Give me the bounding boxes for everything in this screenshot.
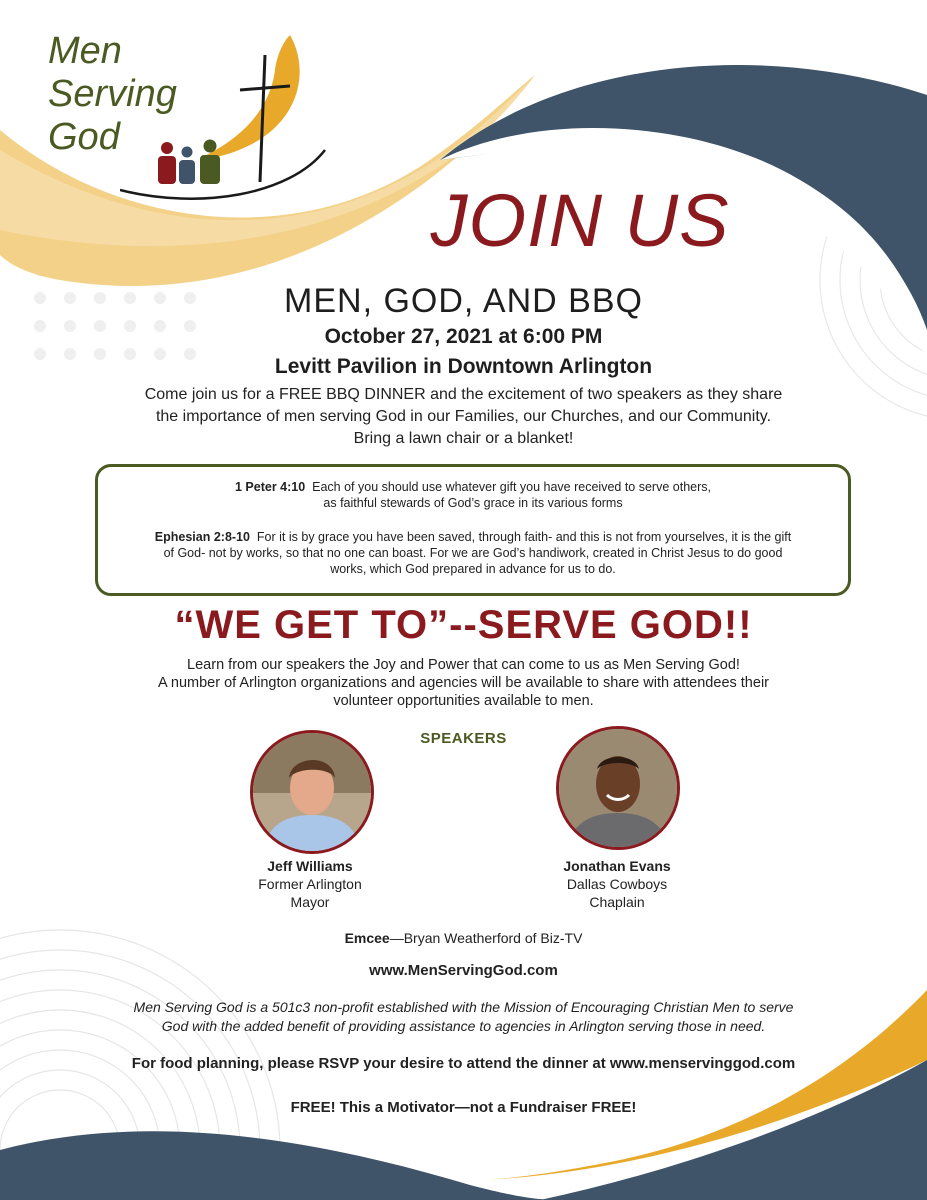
verse-ephesians [98, 529, 848, 577]
logo-line-men: Men [48, 30, 122, 72]
verse-text-line: Each of you should use whatever gift you have received to serve others, [312, 480, 711, 494]
verse-text-line: works, which God prepared in advance for us to do. [330, 562, 616, 576]
speaker-portrait-icon [559, 729, 677, 847]
speakers-heading: SPEAKERS [420, 730, 507, 747]
event-description [0, 384, 927, 450]
speaker-portrait-icon [253, 733, 371, 851]
emcee-text: —Bryan Weatherford of Biz-TV [389, 930, 583, 946]
speaker-name: Jonathan Evans [563, 858, 671, 874]
emcee-line [0, 930, 927, 946]
verse-reference: 1 Peter 4:10 [235, 480, 306, 494]
description-line: the importance of men serving God in our Families, our Churches, and our Community. [155, 408, 772, 425]
description-line: Bring a lawn chair or a blanket! [353, 430, 574, 447]
verse-reference: Ephesian 2:8-10 [154, 530, 250, 544]
logo-line-serving: Serving [48, 73, 177, 115]
speaker-photo-jeff-williams [250, 730, 374, 854]
scripture-box [95, 464, 851, 596]
verse-text-line: as faithful stewards of God’s grace in its various forms [323, 496, 623, 510]
event-title: MEN, GOD, AND BBQ [284, 282, 643, 320]
description-line: Come join us for a FREE BBQ DINNER and the excitement of two speakers as they share [144, 386, 783, 403]
speaker-role: Former Arlington [258, 876, 362, 892]
learn-line: A number of Arlington organizations and agencies will be available to share with attendees their [158, 675, 769, 691]
verse-text-line: of God- not by works, so that no one can boast. For we are God’s handiwork, created in Christ Jesus to do good [163, 546, 783, 560]
slogan-heading: “WE GET TO”--SERVE GOD!! [174, 603, 753, 647]
event-date: October 27, 2021 at 6:00 PM [324, 325, 603, 348]
speaker-role: Mayor [290, 894, 330, 910]
speaker-name: Jeff Williams [267, 858, 353, 874]
mission-statement [0, 998, 927, 1036]
emcee-label: Emcee [344, 930, 390, 946]
speaker-role: Chaplain [589, 894, 645, 910]
website-link[interactable]: www.MenServingGod.com [369, 962, 558, 979]
join-us-heading: JOIN US [430, 179, 730, 262]
free-line: FREE! This a Motivator—not a Fundraiser FREE! [290, 1099, 637, 1116]
event-location: Levitt Pavilion in Downtown Arlington [274, 355, 653, 378]
verse-text-line: For it is by grace you have been saved, through faith- and this is not from yourselves, it is the gift [256, 530, 792, 544]
mission-line: God with the added benefit of providing assistance to agencies in Arlington serving those in need. [161, 1018, 766, 1034]
logo-line-god: God [48, 116, 120, 158]
learn-paragraph [0, 656, 927, 710]
speaker-card-jonathan-evans [507, 857, 727, 911]
mission-line: Men Serving God is a 501c3 non-profit established with the Mission of Encouraging Christian Men to serve [133, 999, 794, 1015]
speaker-role: Dallas Cowboys [566, 876, 668, 892]
verse-1-peter [98, 479, 848, 511]
speaker-card-jeff-williams [200, 857, 420, 911]
speaker-photo-jonathan-evans [556, 726, 680, 850]
rsvp-line: For food planning, please RSVP your desire to attend the dinner at www.menservinggod.com [131, 1055, 796, 1072]
learn-line: Learn from our speakers the Joy and Power that can come to us as Men Serving God! [187, 657, 740, 673]
learn-line: volunteer opportunities available to men. [333, 693, 594, 709]
